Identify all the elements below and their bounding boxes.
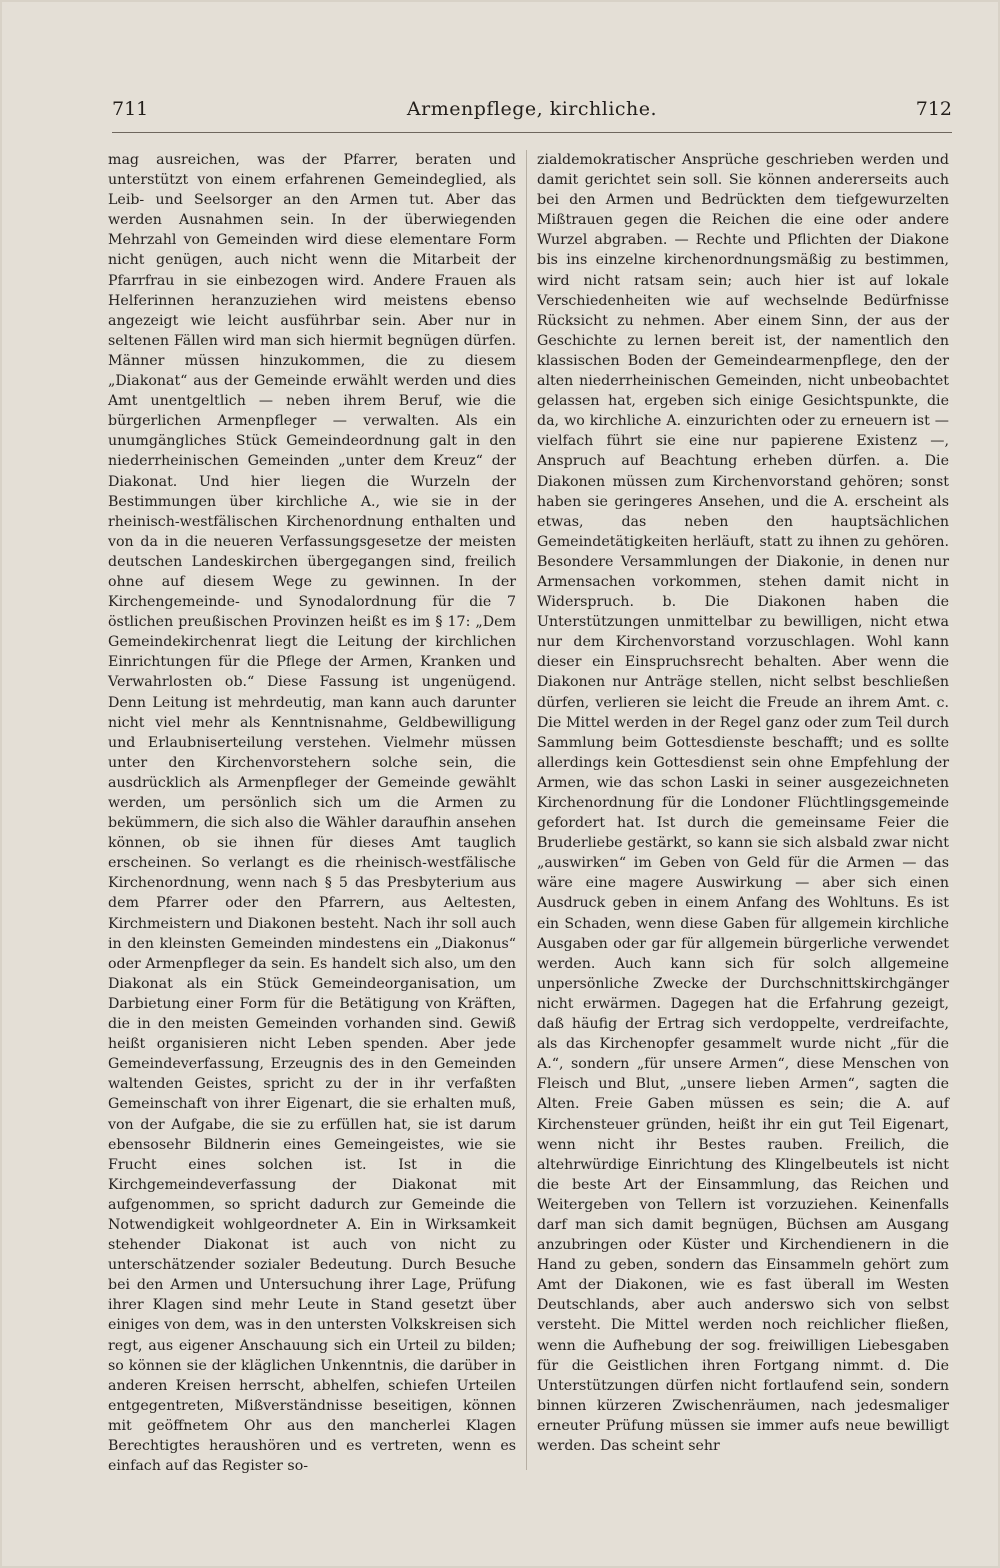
right-column-text: zialdemokratischer Ansprüche geschrieben werden und damit gerichtet sein soll. Sie können andererseits auch bei den Armen und Bedrückten dem tiefgewurzelten Mißtrauen gegen die Reichen die eine oder andere Wurzel abgraben. — Rechte und Pflichten der Diakone bis ins einzelne kirchenordnungsmäßig zu bestimmen, wird nicht ratsam sein; auch hier ist auf lokale Verschiedenheiten wie auf wechselnde Bedürfnisse Rücksicht zu nehmen. Aber einem Sinn, der aus der Geschichte zu lernen bereit ist, der namentlich den klassischen Boden der Gemeindearmenpflege, den der alten niederrheinischen Gemeinden, nicht unbeobachtet gelassen hat, ergeben sich einige Gesichtspunkte, die da, wo kirchliche A. einzurichten oder zu erneuern ist — vielfach führt sie eine nur papierene Existenz —, Anspruch auf Beachtung erheben dürfen. a. Die Diakonen müssen zum Kirchenvorstand gehören; sonst haben sie geringeres Ansehen, und die A. erscheint als etwas, das neben den hauptsächlichen Gemeindetätigkeiten herläuft, statt zu ihnen zu gehören. Besondere Versammlungen der Diakonie, in denen nur Armensachen vorkommen, stehen damit nicht in Widerspruch. b. Die Diakonen haben die Unterstützungen unmittelbar zu bewilligen, nicht etwa nur dem Kirchenvorstand vorzuschlagen. Wohl kann dieser ein Einspruchsrecht behalten. Aber wenn die Diakonen nur Anträge stellen, nicht selbst beschließen dürfen, verlieren sie leicht die Freude an ihrem Amt. c. Die Mittel werden in der Regel ganz oder zum Teil durch Sammlung beim Gottesdienste beschafft; und es sollte allerdings kein Gottesdienst sein ohne Empfehlung der Armen, wie das schon Laski in seiner ausgezeichneten Kirchenordnung für die Londoner Flüchtlingsgemeinde gefordert hat. Ist durch die gemeinsame Feier die Bruderliebe gestärkt, so kann sie sich alsbald zwar nicht „auswirken“ im Geben von Geld für die Armen — das wäre eine magere Auswirkung — aber sich einen Ausdruck geben in einem Anfang des Wohltuns. Es ist ein Schaden, wenn diese Gaben für allgemein kirchliche Ausgaben oder gar für allgemein bürgerliche verwendet werden. Auch kann sich für solch allgemeine unpersönliche Zwecke der Durchschnittskirchgänger nicht erwärmen. Dagegen hat die Erfahrung gezeigt, daß häufig der Ertrag sich verdoppelte, verdreifachte, als das Kirchenopfer gesammelt wurde nicht „für die A.“, sondern „für unsere Armen“, diese Menschen von Fleisch und Blut, „unsere lieben Armen“, sagten die Alten. Freie Gaben müssen es sein; die A. auf Kirchensteuer gründen, heißt ihr ein gut Teil Eigenart, wenn nicht ihr Bestes rauben. Freilich, die altehrwürdige Einrichtung des Klingelbeutels ist nicht die beste Art der Einsammlung, das Reichen und Weitergeben von Tellern ist vorzuziehen. Keinenfalls darf man sich damit begnügen, Büchsen am Ausgang anzubringen oder Küster und Kirchendienern in die Hand zu geben, sondern das Einsammeln gehört zum Amt der Diakonen, wie es fast überall im Westen Deutschlands, aber auch anderswo sich von selbst versteht. Die Mittel werden noch reichlicher fließen, wenn die Aufhebung der sog. freiwilligen Liebesgaben für die Geistlichen ihren Fortgang nimmt. d. Die Unterstützungen dürfen nicht fortlaufend sein, sondern binnen kürzeren Zwischenräumen, nach jedesmaliger erneuter Prüfung müssen sie immer aufs neue bewilligt werden. Das scheint sehr (537, 152, 949, 1454)
running-title: Armenpflege, kirchliche. (406, 98, 658, 120)
left-column-text: mag ausreichen, was der Pfarrer, beraten und unterstützt von einem erfahrenen Gemeindeglied, als Leib- und Seelsorger an den Armen tut. Aber das werden Ausnahmen sein. In der überwiegenden Mehrzahl von Gemeinden wird diese elementare Form nicht genügen, auch nicht wenn die Mitarbeit der Pfarrfrau in sie einbezogen wird. Andere Frauen als Helferinnen heranzuziehen wird meistens ebenso angezeigt wie leicht ausführbar sein. Aber nur in seltenen Fällen wird man sich hiermit begnügen dürfen. Männer müssen hinzukommen, die zu diesem „Diakonat“ aus der Gemeinde erwählt werden und dies Amt unentgeltlich — neben ihrem Beruf, wie die bürgerlichen Armenpfleger — verwalten. Als ein unumgängliches Stück Gemeindeordnung galt in den niederrheinischen Gemeinden „unter dem Kreuz“ der Diakonat. Und hier liegen die Wurzeln der Bestimmungen über kirchliche A., wie sie in der rheinisch-westfälischen Kirchenordnung enthalten und von da in die neueren Verfassungsgesetze der meisten deutschen Landeskirchen übergegangen sind, freilich ohne auf diesem Wege zu gewinnen. In der Kirchengemeinde- und Synodalordnung für die 7 östlichen preußischen Provinzen heißt es im § 17: „Dem Gemeindekirchenrat liegt die Leitung der kirchlichen Einrichtungen für die Pflege der Armen, Kranken und Verwahrlosten ob.“ Diese Fassung ist ungenügend. Denn Leitung ist mehrdeutig, man kann auch darunter nicht viel mehr als Kenntnisnahme, Geldbewilligung und Erlaubniserteilung verstehen. Vielmehr müssen unter den Kirchenvorstehern solche sein, die ausdrücklich als Armenpfleger der Gemeinde gewählt werden, um persönlich sich um die Armen zu bekümmern, die sich also die Wähler daraufhin ansehen können, ob sie ihnen für dieses Amt tauglich erscheinen. So verlangt es die rheinisch-westfälische Kirchenordnung, wenn nach § 5 das Presbyterium aus dem Pfarrer oder den Pfarrern, aus Aeltesten, Kirchmeistern und Diakonen besteht. Nach ihr soll auch in den kleinsten Gemeinden mindestens ein „Diakonus“ oder Armenpfleger da sein. Es handelt sich also, um den Diakonat als ein Stück Gemeindeorganisation, um Darbietung einer Form für die Betätigung von Kräften, die in den meisten Gemeinden vorhanden sind. Gewiß heißt organisieren nicht Leben spenden. Aber jede Gemeindeverfassung, Erzeugnis des in den Gemeinden waltenden Geistes, spricht zu der in ihr verfaßten Gemeinschaft von ihrer Eigenart, die sie erhalten muß, von der Aufgabe, die sie zu erfüllen hat, sie ist darum ebensosehr Bildnerin eines Gemeingeistes, wie sie Frucht eines solchen ist. Ist in die Kirchgemeindeverfassung der Diakonat mit aufgenommen, so spricht dadurch zur Gemeinde die Notwendigkeit wohlgeordneter A. Ein in Wirksamkeit stehender Diakonat ist auch von nicht zu unterschätzender sozialer Bedeutung. Durch Besuche bei den Armen und Untersuchung ihrer Lage, Prüfung ihrer Klagen sind mehr Leute in Stand gesetzt über einiges von dem, was in den untersten Volkskreisen sich regt, aus eigener Anschauung sich ein Urteil zu bilden; so können sie der kläglichen Unkenntnis, die darüber in anderen Kreisen herrscht, abhelfen, schiefen Urteilen entgegentreten, Mißverständnisse beseitigen, können mit geöffnetem Ohr aus den mancherlei Klagen Berechtigtes heraushören und es vertreten, wenn es einfach auf das Register so- (108, 152, 516, 1475)
right-column (537, 150, 949, 1456)
column-divider (526, 150, 527, 1470)
header-rule (112, 132, 952, 133)
left-column (108, 150, 516, 1476)
page-number-left: 711 (112, 98, 149, 120)
page-header (112, 98, 952, 128)
page-number-right: 712 (915, 98, 952, 120)
